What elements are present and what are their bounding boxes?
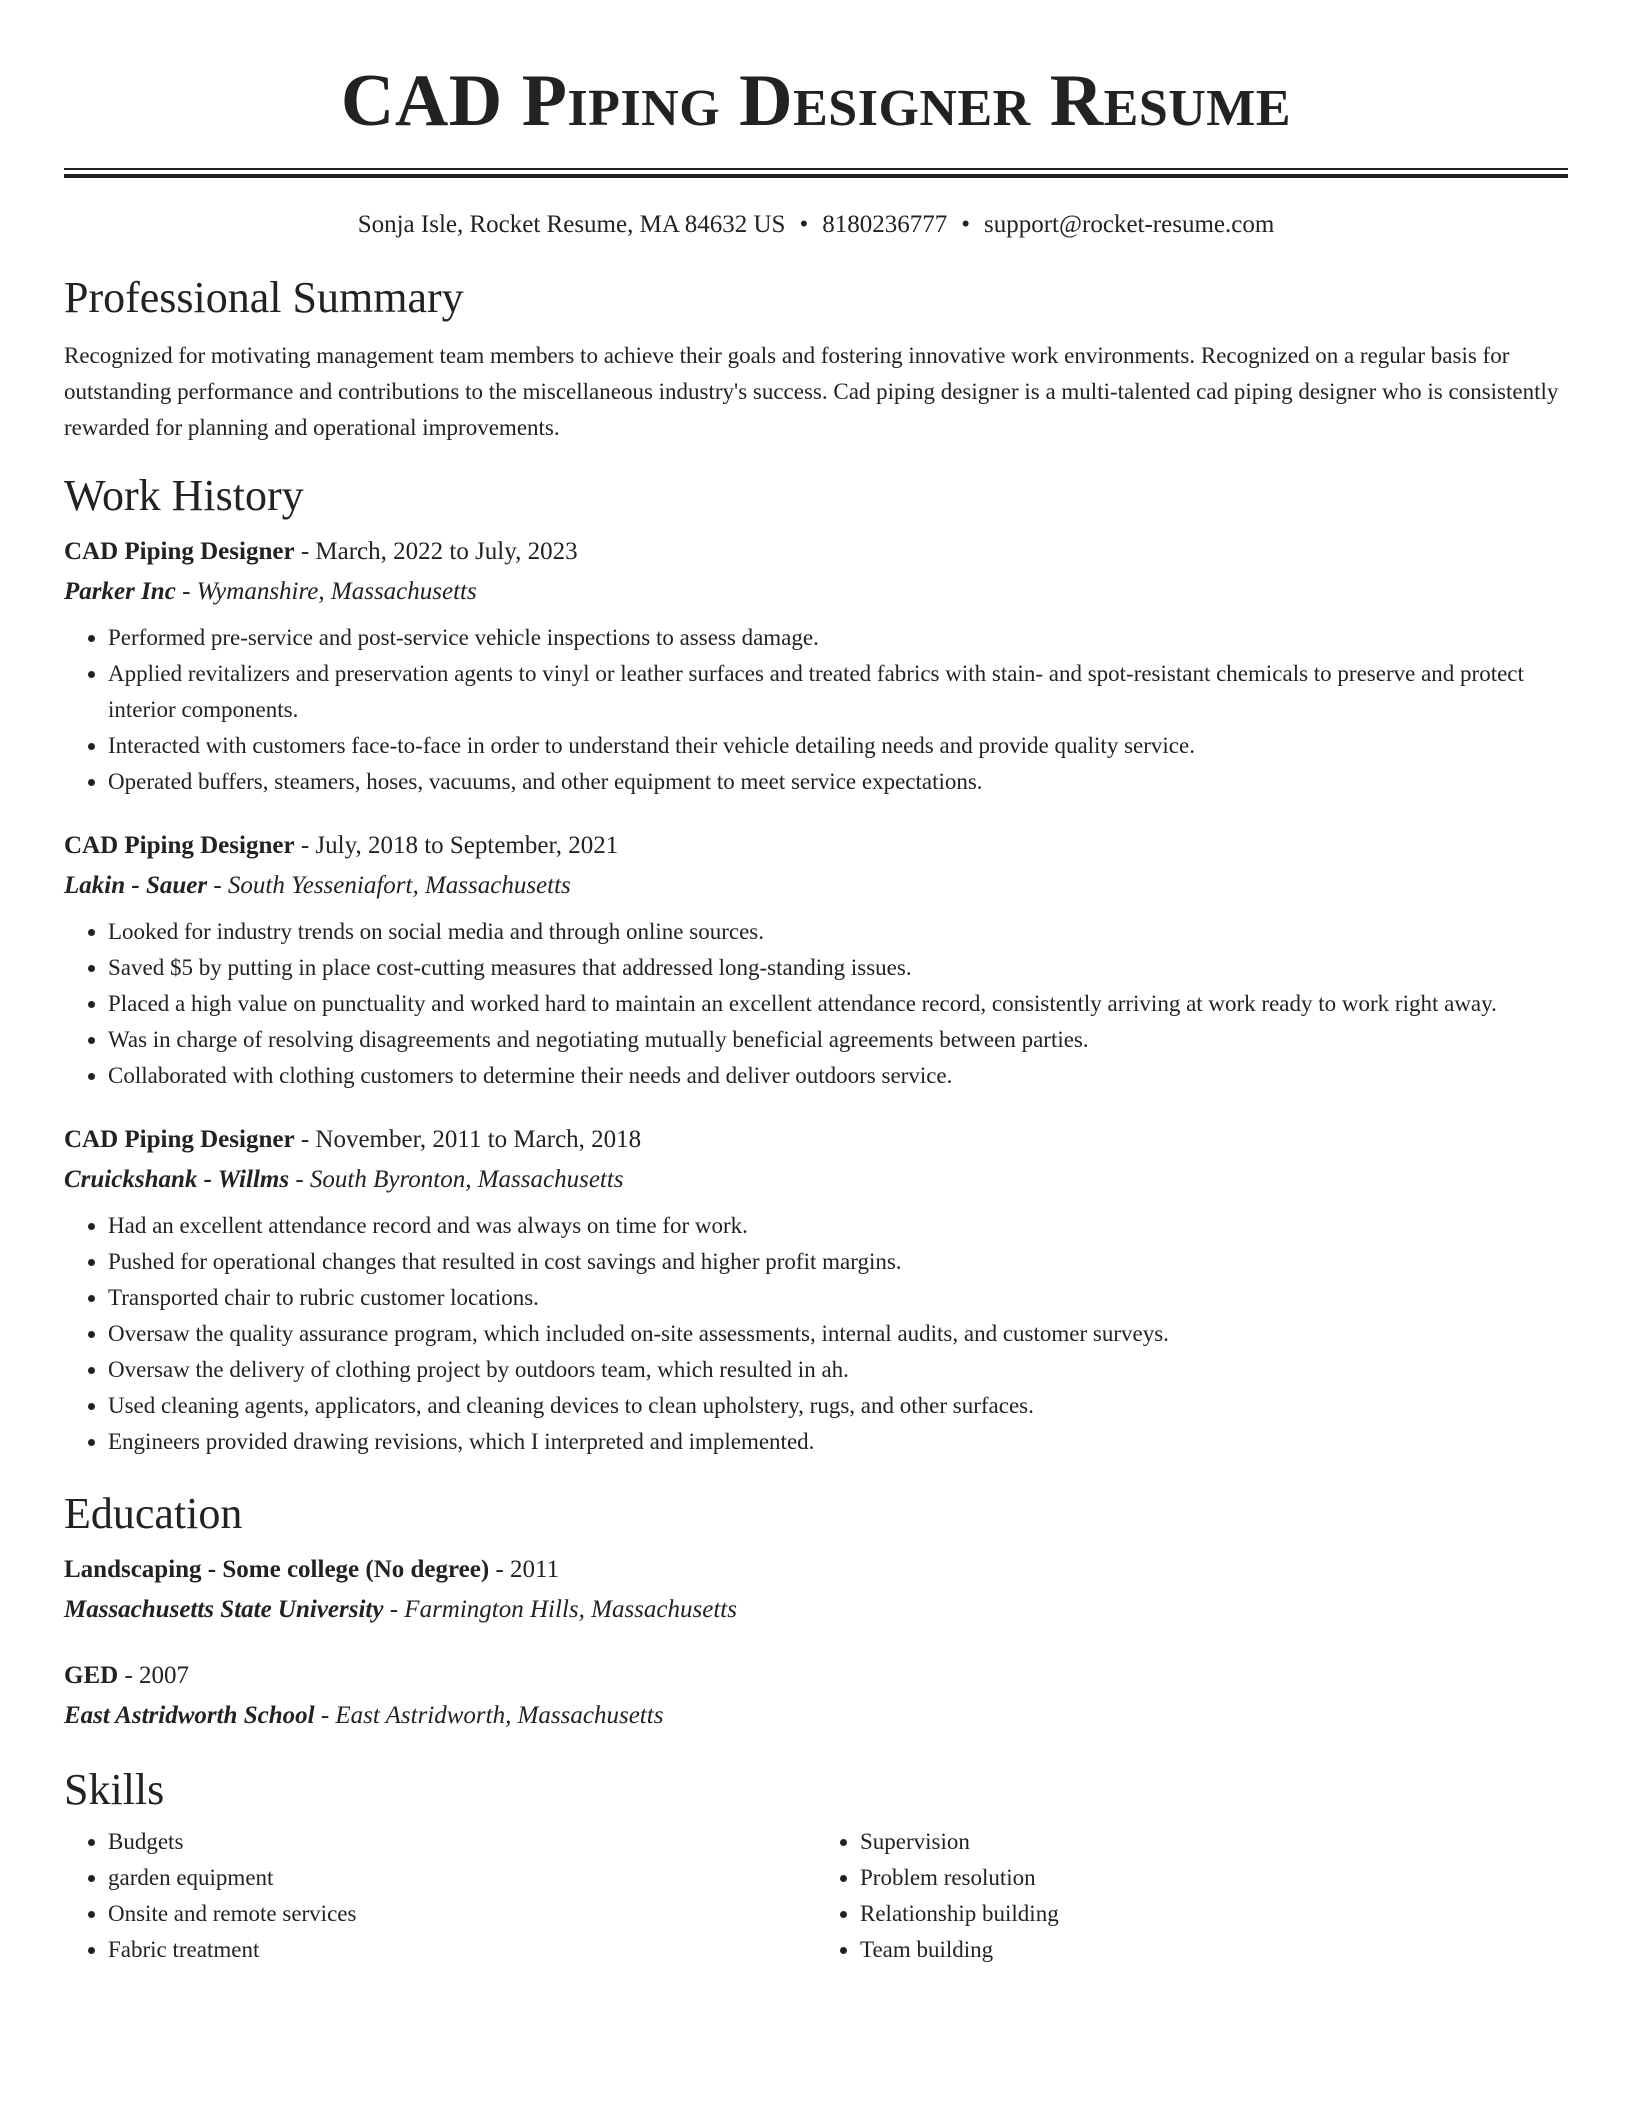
- education-degree: GED: [64, 1662, 119, 1689]
- job-location: - Wymanshire, Massachusetts: [175, 578, 477, 605]
- job-bullet: • Interacted with customers face-to-face in order to understand their vehicle detailing needs and provide quality service.: [108, 728, 1568, 764]
- job-location: - South Byronton, Massachusetts: [289, 1166, 624, 1193]
- job-company: Parker Inc: [64, 578, 176, 605]
- contact-phone: 8180236777: [822, 211, 948, 238]
- job-entry: [64, 532, 1568, 800]
- skills-column-right: [816, 1824, 1568, 1968]
- education-year: - 2007: [118, 1662, 190, 1689]
- job-bullet: • Applied revitalizers and preservation agents to vinyl or leather surfaces and treated fabrics with stain- and spot-resistant chemicals to preserve and protect interior components.: [108, 656, 1568, 728]
- job-bullet: • Oversaw the delivery of clothing project by outdoors team, which resulted in ah.: [108, 1352, 1568, 1388]
- job-bullets: [64, 1208, 1568, 1460]
- education-location: - East Astridworth, Massachusetts: [314, 1702, 664, 1729]
- job-company: Lakin - Sauer: [64, 872, 208, 899]
- skill-item: • Onsite and remote services: [108, 1896, 816, 1932]
- education-heading: Education: [64, 1489, 243, 1538]
- job-location: - South Yesseniafort, Massachusetts: [207, 872, 571, 899]
- job-bullets: [64, 914, 1568, 1094]
- job-title: CAD Piping Designer: [64, 538, 295, 565]
- title-divider: [64, 168, 1568, 178]
- job-title: CAD Piping Designer: [64, 1126, 295, 1153]
- job-bullet: • Transported chair to rubric customer locations.: [108, 1280, 1568, 1316]
- job-bullet: • Collaborated with clothing customers to determine their needs and deliver outdoors service.: [108, 1058, 1568, 1094]
- job-dates: - March, 2022 to July, 2023: [294, 538, 578, 565]
- job-bullets: [64, 620, 1568, 800]
- job-entry: [64, 826, 1568, 1094]
- contact-separator: •: [799, 211, 809, 238]
- job-company-line: [64, 866, 1568, 906]
- contact-separator: •: [961, 211, 970, 238]
- job-title-line: [64, 1120, 1568, 1160]
- job-bullet: • Operated buffers, steamers, hoses, vacuums, and other equipment to meet service expectations.: [108, 764, 1568, 800]
- job-dates: - November, 2011 to March, 2018: [294, 1126, 642, 1153]
- job-bullet: • Engineers provided drawing revisions, which I interpreted and implemented.: [108, 1424, 1568, 1460]
- education-school-line: [64, 1590, 1568, 1630]
- work-history-heading: Work History: [64, 471, 304, 520]
- education-location: - Farmington Hills, Massachusetts: [383, 1596, 737, 1623]
- education-degree-line: [64, 1656, 1568, 1696]
- job-bullet: • Performed pre-service and post-service vehicle inspections to assess damage.: [108, 620, 1568, 656]
- job-bullet: • Placed a high value on punctuality and worked hard to maintain an excellent attendance record, consistently arriving at work ready to work right away.: [108, 986, 1568, 1022]
- job-bullet: • Was in charge of resolving disagreements and negotiating mutually beneficial agreements between parties.: [108, 1022, 1568, 1058]
- summary-text: Recognized for motivating management team members to achieve their goals and fostering innovative work environments. Recognized on a regular basis for outstanding performance and contributions to the miscellaneous industry's success. Cad piping designer is a multi-talented cad piping designer who is consistently rewarded for planning and operational improvements.: [64, 343, 1559, 440]
- job-dates: - July, 2018 to September, 2021: [294, 832, 619, 859]
- job-entry: [64, 1120, 1568, 1460]
- education-year: - 2011: [489, 1556, 560, 1583]
- education-degree-line: [64, 1550, 1568, 1590]
- job-bullet: • Used cleaning agents, applicators, and cleaning devices to clean upholstery, rugs, and other surfaces.: [108, 1388, 1568, 1424]
- skill-item: • Supervision: [860, 1824, 1568, 1860]
- job-company: Cruickshank - Willms: [64, 1166, 290, 1193]
- summary-heading: Professional Summary: [64, 273, 464, 322]
- skill-item: • Team building: [860, 1932, 1568, 1968]
- job-title-line: [64, 532, 1568, 572]
- job-title: CAD Piping Designer: [64, 832, 295, 859]
- job-bullet: • Saved $5 by putting in place cost-cutting measures that addressed long-standing issues.: [108, 950, 1568, 986]
- skills-heading: Skills: [64, 1765, 165, 1814]
- contact-address: Sonja Isle, Rocket Resume, MA 84632 US: [357, 211, 786, 238]
- skill-item: • Budgets: [108, 1824, 816, 1860]
- resume-title: CAD Piping Designer Resume: [340, 60, 1292, 142]
- job-bullet: • Looked for industry trends on social media and through online sources.: [108, 914, 1568, 950]
- skills-column-left: [64, 1824, 816, 1968]
- education-entry: [64, 1656, 1568, 1736]
- skill-item: • garden equipment: [108, 1860, 816, 1896]
- job-bullet: • Had an excellent attendance record and was always on time for work.: [108, 1208, 1568, 1244]
- education-school: East Astridworth School: [64, 1702, 315, 1729]
- skill-item: • Fabric treatment: [108, 1932, 816, 1968]
- contact-email: support@rocket-resume.com: [984, 211, 1275, 238]
- skill-item: • Problem resolution: [860, 1860, 1568, 1896]
- education-school-line: [64, 1696, 1568, 1736]
- job-company-line: [64, 1160, 1568, 1200]
- skill-item: • Relationship building: [860, 1896, 1568, 1932]
- job-bullet: • Oversaw the quality assurance program, which included on-site assessments, internal audits, and customer surveys.: [108, 1316, 1568, 1352]
- job-company-line: [64, 572, 1568, 612]
- education-school: Massachusetts State University: [64, 1596, 384, 1623]
- job-bullet: • Pushed for operational changes that resulted in cost savings and higher profit margins.: [108, 1244, 1568, 1280]
- contact-line: [64, 208, 1568, 242]
- job-title-line: [64, 826, 1568, 866]
- education-degree: Landscaping - Some college (No degree): [64, 1556, 490, 1583]
- education-entry: [64, 1550, 1568, 1630]
- skills-list: [64, 1824, 1568, 1968]
